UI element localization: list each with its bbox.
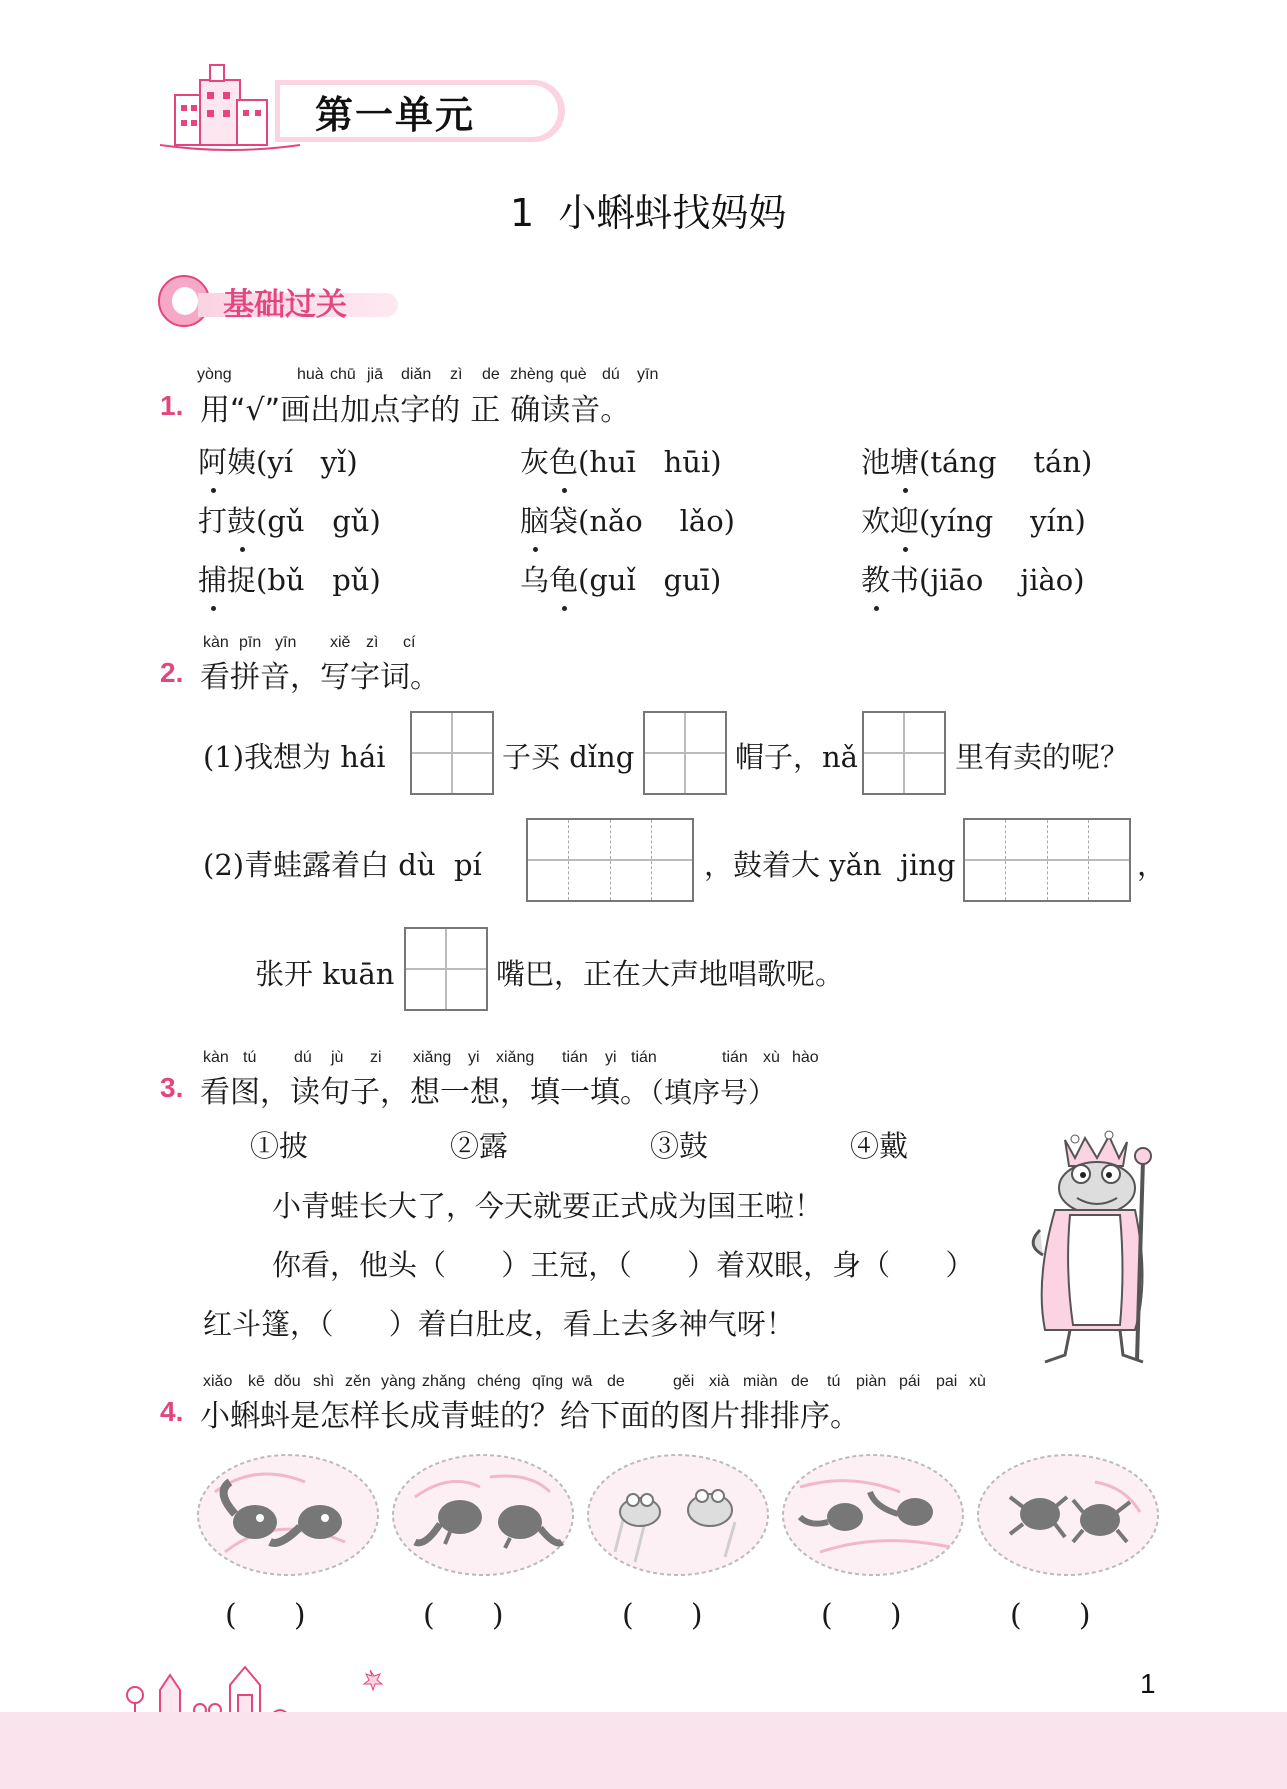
pinyin: dǒu: [274, 1373, 301, 1390]
pinyin: xià: [709, 1373, 730, 1390]
q2-s2-a: (2)青蛙露着白 dù pí: [203, 848, 482, 882]
writing-box[interactable]: [404, 927, 488, 1011]
pinyin-options: (nǎo lǎo): [578, 504, 735, 538]
pinyin: yīn: [275, 634, 297, 651]
pinyin: zěn: [345, 1373, 371, 1390]
pinyin: kē: [248, 1373, 265, 1390]
list-item[interactable]: [198, 499, 381, 540]
list-item[interactable]: [198, 558, 381, 599]
option-item: ④戴: [850, 1129, 909, 1163]
q2-instruction: 看拼音，写字词。: [200, 660, 440, 695]
option-item: ①披: [250, 1129, 309, 1163]
dotted-char: 塘: [890, 440, 919, 481]
q2-s3-b: 嘴巴，正在大声地唱歌呢。: [496, 957, 845, 991]
q2-s1-d: 里有卖的呢？: [955, 740, 1130, 774]
list-item[interactable]: [861, 499, 1086, 540]
pinyin: yi: [605, 1049, 617, 1066]
q3-line3[interactable]: 红斗篷，（ ）着白肚皮，看上去多神气呀！: [203, 1307, 795, 1341]
tadpole-picture[interactable]: [195, 1452, 381, 1578]
tadpole-long-tail-picture[interactable]: [780, 1452, 966, 1578]
q1-instruction: [200, 385, 630, 429]
pinyin: chū: [330, 366, 356, 383]
char: 书: [890, 563, 920, 597]
q3-text: 看图，读句子，想一想，填一填。: [200, 1075, 650, 1110]
pinyin: pīn: [239, 634, 262, 651]
answer-blank[interactable]: ( ): [1010, 1598, 1091, 1633]
q3-line2[interactable]: 你看，他头（ ）王冠，（ ）着双眼，身（ ）: [272, 1248, 975, 1282]
writing-box[interactable]: [643, 711, 727, 795]
pinyin: de: [791, 1373, 809, 1390]
char: 捉: [227, 563, 257, 597]
writing-box-double[interactable]: [526, 818, 694, 902]
pinyin: tú: [243, 1049, 257, 1066]
writing-box-double[interactable]: [963, 818, 1131, 902]
q4-instruction: 小蝌蚪是怎样长成青蛙的？给下面的图片排排序。: [200, 1399, 860, 1434]
q1-text-a: 用“√”画出加点字的: [200, 393, 461, 428]
tadpole-four-legs-picture[interactable]: [975, 1452, 1161, 1578]
q1-items: [198, 440, 1128, 620]
char: 打: [198, 504, 228, 538]
pinyin-options: (gǔ gǔ): [256, 504, 381, 538]
list-item[interactable]: [861, 440, 1092, 481]
footer-band: [0, 1712, 1287, 1789]
pinyin: yàng: [381, 1373, 416, 1390]
q2-s2-c: ，: [1137, 848, 1167, 882]
pinyin: tú: [827, 1373, 841, 1390]
dotted-char: 捕: [198, 558, 227, 599]
option-item: ③鼓: [650, 1129, 709, 1163]
q2-s3-a: 张开 kuān: [255, 957, 395, 991]
dotted-char: 龟: [549, 558, 578, 599]
pinyin: de: [482, 366, 500, 383]
q1-number: 1.: [160, 390, 184, 421]
pinyin-options: (bǔ pǔ): [256, 563, 381, 597]
q1-text-b: 正: [470, 393, 501, 428]
dotted-char: 迎: [890, 499, 919, 540]
frog-king-illustration: [1025, 1130, 1165, 1370]
pinyin-options: (huī hūi): [578, 445, 722, 479]
lesson-title: 1 小蝌蚪找妈妈: [510, 191, 787, 235]
q3-number: 3.: [160, 1072, 184, 1103]
list-item[interactable]: [520, 440, 722, 481]
q4-number: 4.: [160, 1396, 184, 1427]
pinyin-options: (yí yǐ): [256, 445, 358, 479]
pinyin: zì: [366, 634, 379, 651]
pinyin: shì: [313, 1373, 335, 1390]
dotted-char: 阿: [198, 440, 227, 481]
answer-blank[interactable]: ( ): [821, 1598, 902, 1633]
pinyin-options: (táng tán): [919, 445, 1093, 479]
list-item[interactable]: [520, 558, 721, 599]
char: 乌: [520, 563, 550, 597]
pinyin: huà: [297, 366, 324, 383]
pinyin: wā: [572, 1373, 593, 1390]
dotted-char: 色: [549, 440, 578, 481]
pinyin: cí: [403, 634, 416, 651]
answer-blank[interactable]: ( ): [423, 1598, 504, 1633]
pinyin: kàn: [203, 1049, 229, 1066]
pinyin: xiǎng: [413, 1049, 452, 1066]
list-item[interactable]: [520, 499, 735, 540]
pinyin: xiě: [330, 634, 351, 651]
pinyin: dú: [602, 366, 620, 383]
pinyin-options: (jiāo jiào): [919, 563, 1085, 597]
char: 灰: [520, 445, 550, 479]
pinyin: pai: [936, 1373, 958, 1390]
pinyin: diǎn: [401, 366, 432, 383]
list-item[interactable]: [198, 440, 358, 481]
q2-number: 2.: [160, 657, 184, 688]
q3-instruction: [200, 1067, 776, 1111]
pinyin: kàn: [203, 634, 229, 651]
pinyin: tián: [631, 1049, 657, 1066]
pinyin-options: (guǐ guī): [578, 563, 722, 597]
pinyin: jù: [331, 1049, 344, 1066]
pinyin: zì: [450, 366, 463, 383]
page-number: 1: [1140, 1668, 1156, 1699]
pinyin-options: (yíng yín): [919, 504, 1086, 538]
pinyin: zhèng: [510, 366, 554, 383]
q2-s1-b: 子买 dǐng: [502, 740, 635, 774]
unit-banner: [155, 60, 565, 160]
char: 欢: [861, 504, 891, 538]
q2-s2-b: ，鼓着大 yǎn jing: [704, 848, 956, 882]
pinyin: jiā: [367, 366, 384, 383]
answer-blank[interactable]: ( ): [225, 1598, 306, 1633]
char: 姨: [227, 445, 257, 479]
pinyin: miàn: [743, 1373, 778, 1390]
unit-title: 第一单元: [315, 93, 476, 137]
pinyin: zi: [370, 1049, 382, 1066]
frogs-picture[interactable]: [585, 1452, 771, 1578]
q2-s1-a: (1)我想为 hái: [203, 740, 386, 774]
dotted-char: 教: [861, 558, 890, 599]
pinyin: hào: [792, 1049, 819, 1066]
pinyin: yīn: [637, 366, 659, 383]
pinyin: tián: [562, 1049, 588, 1066]
q1-text-c: 确读音。: [510, 393, 631, 428]
q3-line1: 小青蛙长大了，今天就要正式成为国王啦！: [272, 1189, 824, 1223]
writing-box[interactable]: [862, 711, 946, 795]
dotted-char: 脑: [520, 499, 549, 540]
answer-blank[interactable]: ( ): [622, 1598, 703, 1633]
pinyin: pái: [899, 1373, 921, 1390]
pinyin: xù: [969, 1373, 986, 1390]
option-item: ②露: [450, 1129, 509, 1163]
pinyin: xù: [763, 1049, 780, 1066]
section-header: [158, 273, 408, 325]
tadpole-with-hind-legs-picture[interactable]: [390, 1452, 576, 1578]
char: 池: [861, 445, 891, 479]
pinyin: gěi: [673, 1373, 695, 1390]
q3-options: [250, 1124, 950, 1164]
writing-box[interactable]: [410, 711, 494, 795]
pinyin: qīng: [532, 1373, 564, 1390]
q3-hint: （填序号）: [650, 1076, 777, 1109]
q2-s1-c: 帽子，nǎ: [735, 740, 858, 774]
pinyin: què: [560, 366, 587, 383]
q4-pictures: [195, 1452, 1155, 1582]
dotted-char: 鼓: [227, 499, 256, 540]
pinyin: yi: [468, 1049, 480, 1066]
pinyin: xiǎo: [203, 1373, 233, 1390]
pinyin: tián: [722, 1049, 748, 1066]
pinyin: zhǎng: [422, 1373, 466, 1390]
char: 袋: [549, 504, 579, 538]
pinyin: xiǎng: [496, 1049, 535, 1066]
section-title: 基础过关: [223, 287, 347, 323]
pinyin: yòng: [197, 366, 232, 383]
pinyin: chéng: [477, 1373, 521, 1390]
list-item[interactable]: [861, 558, 1085, 599]
q4-answers: [225, 1598, 1145, 1638]
pinyin: piàn: [856, 1373, 887, 1390]
pinyin: de: [607, 1373, 625, 1390]
pinyin: dú: [294, 1049, 312, 1066]
